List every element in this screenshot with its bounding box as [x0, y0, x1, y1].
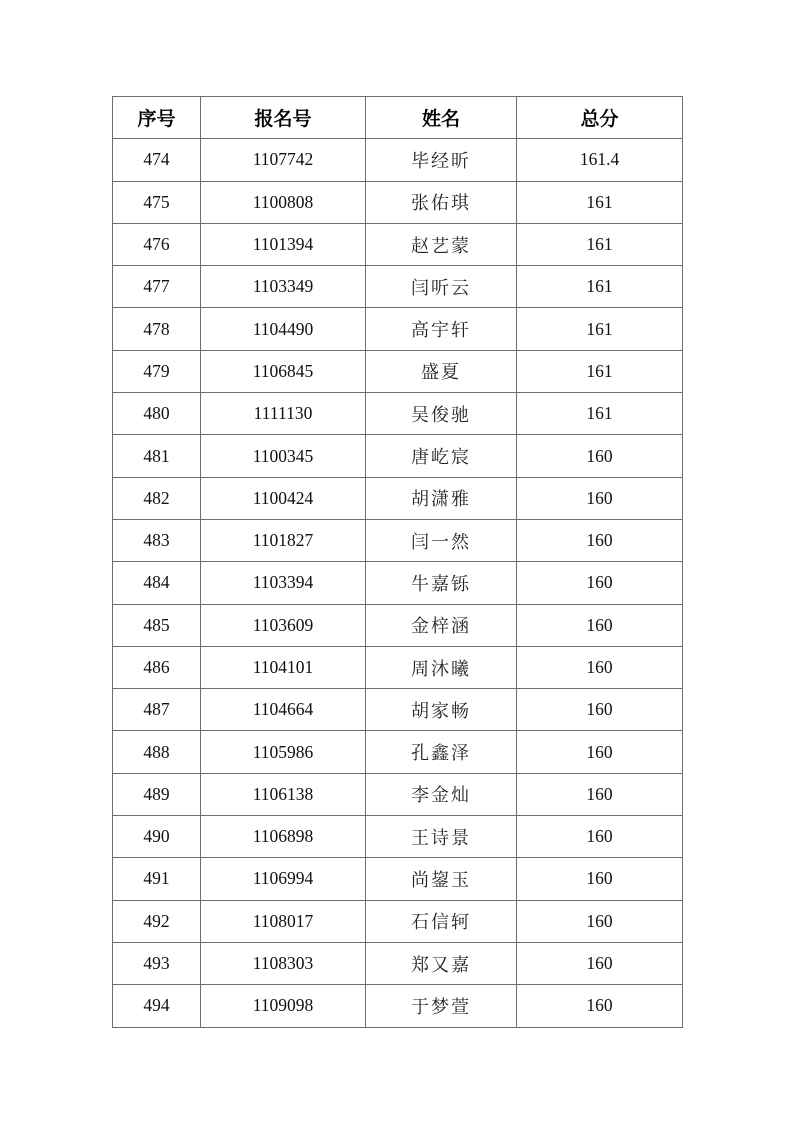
row-total-score: 160: [517, 435, 683, 477]
row-index: 493: [113, 942, 201, 984]
table-row: [113, 477, 683, 519]
row-index: 475: [113, 181, 201, 223]
row-total-score: 160: [517, 731, 683, 773]
row-index: 486: [113, 646, 201, 688]
row-total-score: 160: [517, 942, 683, 984]
row-registration-number: 1104490: [201, 308, 366, 350]
row-name: 张佑琪: [366, 181, 517, 223]
row-index: 482: [113, 477, 201, 519]
row-registration-number: 1105986: [201, 731, 366, 773]
row-total-score: 161: [517, 266, 683, 308]
row-name: 唐屹宸: [366, 435, 517, 477]
row-index: 479: [113, 350, 201, 392]
table-row: [113, 689, 683, 731]
row-total-score: 160: [517, 858, 683, 900]
row-name: 尚鋆玉: [366, 858, 517, 900]
row-name: 孔鑫泽: [366, 731, 517, 773]
row-total-score: 160: [517, 773, 683, 815]
row-registration-number: 1106898: [201, 816, 366, 858]
table-row: [113, 266, 683, 308]
table-row: [113, 731, 683, 773]
row-registration-number: 1108303: [201, 942, 366, 984]
header-index: 序号: [113, 97, 201, 139]
table-row: [113, 223, 683, 265]
table-row: [113, 604, 683, 646]
header-total-score: 总分: [517, 97, 683, 139]
row-registration-number: 1109098: [201, 985, 366, 1027]
row-index: 481: [113, 435, 201, 477]
row-name: 闫听云: [366, 266, 517, 308]
table-body: [113, 139, 683, 1027]
row-total-score: 161: [517, 181, 683, 223]
row-name: 高宇轩: [366, 308, 517, 350]
row-index: 483: [113, 519, 201, 561]
row-registration-number: 1101394: [201, 223, 366, 265]
row-total-score: 161: [517, 308, 683, 350]
row-total-score: 160: [517, 646, 683, 688]
row-total-score: 160: [517, 562, 683, 604]
row-name: 王诗景: [366, 816, 517, 858]
row-name: 金梓涵: [366, 604, 517, 646]
table-row: [113, 139, 683, 181]
row-index: 487: [113, 689, 201, 731]
row-index: 484: [113, 562, 201, 604]
row-name: 闫一然: [366, 519, 517, 561]
row-registration-number: 1104664: [201, 689, 366, 731]
row-name: 周沐曦: [366, 646, 517, 688]
row-name: 郑又嘉: [366, 942, 517, 984]
row-name: 李金灿: [366, 773, 517, 815]
row-registration-number: 1104101: [201, 646, 366, 688]
row-total-score: 160: [517, 689, 683, 731]
row-total-score: 161.4: [517, 139, 683, 181]
score-table: [112, 96, 683, 1028]
row-name: 牛嘉铄: [366, 562, 517, 604]
row-registration-number: 1101827: [201, 519, 366, 561]
row-index: 490: [113, 816, 201, 858]
table-row: [113, 393, 683, 435]
row-index: 480: [113, 393, 201, 435]
table-row: [113, 519, 683, 561]
row-total-score: 160: [517, 604, 683, 646]
row-registration-number: 1106994: [201, 858, 366, 900]
row-index: 474: [113, 139, 201, 181]
row-total-score: 161: [517, 223, 683, 265]
row-total-score: 160: [517, 900, 683, 942]
row-registration-number: 1103609: [201, 604, 366, 646]
header-row: [113, 97, 683, 139]
row-registration-number: 1100345: [201, 435, 366, 477]
table-row: [113, 562, 683, 604]
row-name: 盛夏: [366, 350, 517, 392]
row-registration-number: 1100808: [201, 181, 366, 223]
row-index: 476: [113, 223, 201, 265]
row-index: 494: [113, 985, 201, 1027]
row-total-score: 160: [517, 477, 683, 519]
table-row: [113, 985, 683, 1027]
header-registration-number: 报名号: [201, 97, 366, 139]
row-index: 492: [113, 900, 201, 942]
row-total-score: 160: [517, 519, 683, 561]
row-registration-number: 1106845: [201, 350, 366, 392]
row-name: 胡潇雅: [366, 477, 517, 519]
row-registration-number: 1107742: [201, 139, 366, 181]
row-name: 吴俊驰: [366, 393, 517, 435]
row-index: 478: [113, 308, 201, 350]
row-registration-number: 1106138: [201, 773, 366, 815]
row-total-score: 161: [517, 350, 683, 392]
row-index: 488: [113, 731, 201, 773]
row-index: 491: [113, 858, 201, 900]
table-row: [113, 646, 683, 688]
table-row: [113, 350, 683, 392]
row-registration-number: 1111130: [201, 393, 366, 435]
row-index: 477: [113, 266, 201, 308]
row-name: 胡家畅: [366, 689, 517, 731]
row-name: 石信轲: [366, 900, 517, 942]
row-registration-number: 1108017: [201, 900, 366, 942]
row-index: 485: [113, 604, 201, 646]
row-index: 489: [113, 773, 201, 815]
row-total-score: 160: [517, 816, 683, 858]
table-row: [113, 816, 683, 858]
table-row: [113, 181, 683, 223]
row-registration-number: 1103349: [201, 266, 366, 308]
table-row: [113, 900, 683, 942]
row-registration-number: 1103394: [201, 562, 366, 604]
row-name: 毕经昕: [366, 139, 517, 181]
table-row: [113, 308, 683, 350]
row-total-score: 160: [517, 985, 683, 1027]
table-row: [113, 435, 683, 477]
table-row: [113, 942, 683, 984]
table-row: [113, 773, 683, 815]
row-name: 赵艺蒙: [366, 223, 517, 265]
table-row: [113, 858, 683, 900]
row-total-score: 161: [517, 393, 683, 435]
header-name: 姓名: [366, 97, 517, 139]
row-name: 于梦萱: [366, 985, 517, 1027]
row-registration-number: 1100424: [201, 477, 366, 519]
